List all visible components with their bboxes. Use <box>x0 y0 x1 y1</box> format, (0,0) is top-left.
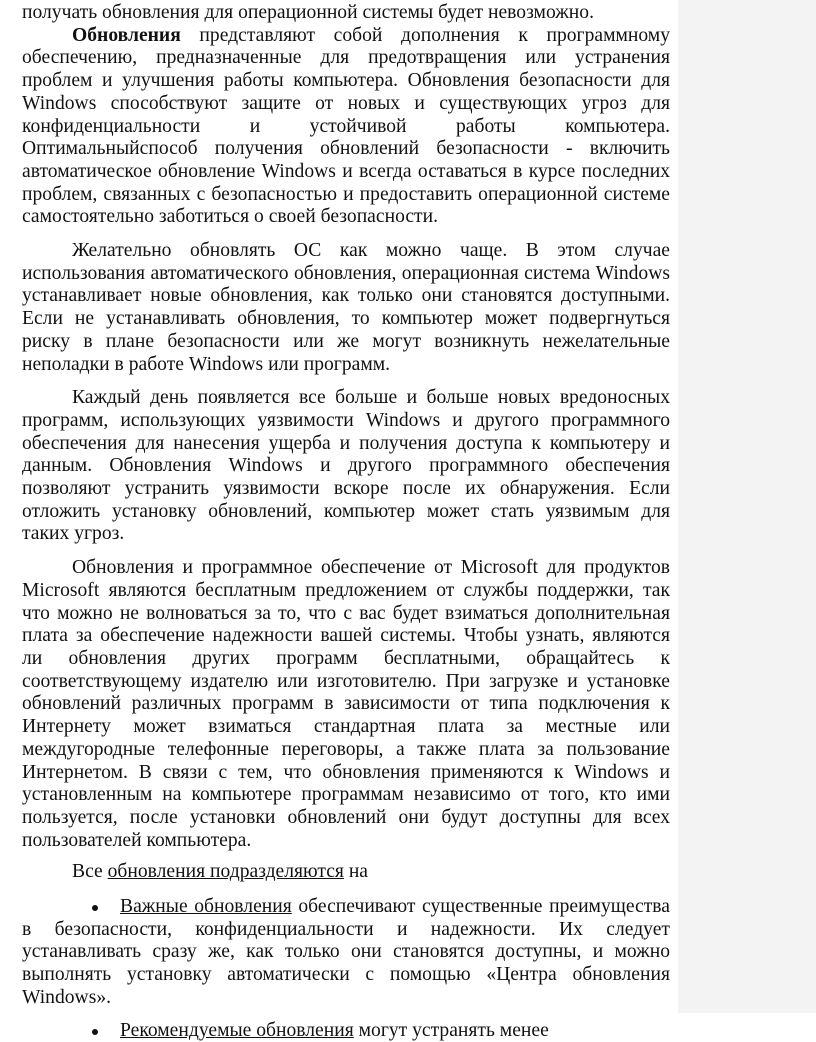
paragraph-update-frequency: Желательно обновлять ОС как можно чаще. В этом случае использования автоматического обновления, операционная система Windows устанавливает новые обновления, как только они становятся доступными. Если не устанавливать обновления, то компьютер может подвергнуться риску в плане безопасности или же могут возникнуть нежелательные неполадки в работе Windows или программ. <box>22 240 670 375</box>
categories-tail-text: на <box>343 861 369 883</box>
link-important-updates[interactable]: Важные обновления <box>120 896 292 918</box>
page-margin-strip <box>678 0 816 1013</box>
paragraph-malware-threats: Каждый день появляется все больше и больше новых вредоносных программ, использующих уязвимости Windows и другого программного обеспечения для нанесения ущерба и получения доступа к компьютеру и данным. Обновления Windows и другого программного обеспечения позволяют устранить уязвимости вскоре после их обнаружения. Если отложить установку обновлений, компьютер может стать уязвимым для таких угроз. <box>22 387 670 545</box>
paragraph-intro-line: получать обновления для операционной системы будет невозможно. <box>22 2 594 23</box>
link-recommended-updates[interactable]: Рекомендуемые обновления <box>120 1019 354 1041</box>
term-updates: Обновления <box>72 24 181 46</box>
paragraph-updates-definition-text: представляют собой дополнения к программному обеспечению, предназначенные для предотвращения или устранения проблем и улучшения работы компьютера. Обновления безопасности для Windows способствуют защите от новых и существующих угроз для конфиденциальности и устойчивой работы компьютера. Оптимальныйспособ получения обновлений безопасности - включить автоматическое обновление Windows и всегда оставаться в курсе последних проблем, связанных с безопасностью и предоставить операционной системе самостоятельно заботиться о своей безопасности. <box>22 24 670 228</box>
paragraph-microsoft-free-updates: Обновления и программное обеспечение от Microsoft для продуктов Microsoft являются бесплатным предложением от службы поддержки, так что можно не волноваться за то, что с вас будет взиматься дополнительная плата за обеспечение надежности вашей системы. Чтобы узнать, являются ли обновления других программ бесплатными, обращайтесь к соответствующему издателю или изготовителю. При загрузке и установке обновлений различных программ в зависимости от типа подключения к Интернету может взиматься стандартная плата за местные или междугородные телефонные переговоры, а также плата за пользование Интернетом. В связи с тем, что обновления применяются к Windows и установленным на компьютере программам независимо от того, кто ими пользуется, после установки обновлений они будут доступны для всех пользователей компьютера. <box>22 557 670 851</box>
list-item-important-updates <box>22 896 670 1010</box>
document-page <box>22 2 670 1042</box>
paragraph-update-categories <box>22 861 670 884</box>
bullet-icon <box>92 1029 98 1035</box>
paragraph-updates-definition <box>22 25 670 229</box>
list-item-recommended-updates <box>22 1020 670 1042</box>
important-updates-text: обеспечивают существенные преимущества в безопасности, конфиденциальности и надежности. Их следует устанавливать сразу же, как только они становятся доступны, и можно выполнять установку автоматически с помощью «Центра обновления Windows». <box>22 896 670 1008</box>
categories-lead-text: Все <box>72 861 108 883</box>
update-types-list <box>22 896 670 1042</box>
recommended-updates-text: могут устранять менее <box>353 1019 549 1041</box>
link-update-categories[interactable]: обновления подразделяются <box>107 861 344 883</box>
bullet-icon <box>92 905 98 911</box>
